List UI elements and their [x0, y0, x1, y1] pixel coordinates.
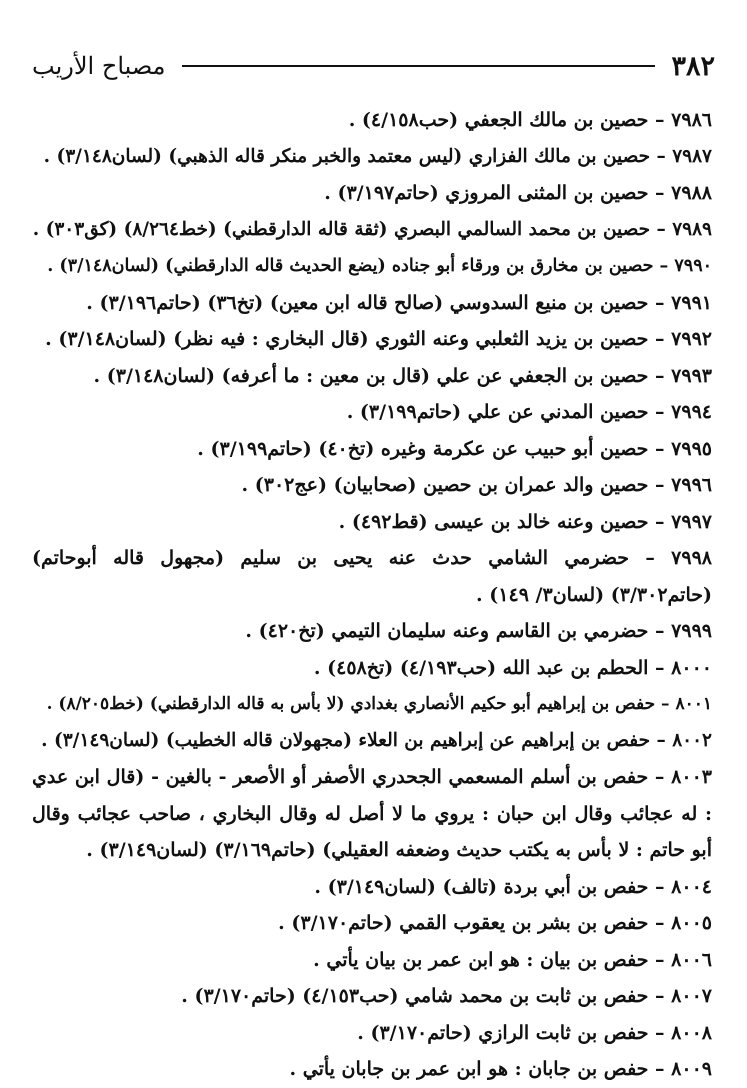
entry: ٧٩٩٥ – حصين أبو حبيب عن عكرمة وغيره (تخ٤٠) (حاتم٣/١٩٩) . — [197, 437, 712, 460]
entry-number: ٨٠٠٦ — [671, 948, 712, 971]
entry-text: حصين بن مالك الجعفي (حب٤/١٥٨) . — [348, 109, 649, 131]
entry: ٨٠٠٥ – حفص بن بشر بن يعقوب القمي (حاتم٣/١٧٠) . — [278, 912, 712, 934]
entry-number: ٨٠٠٥ — [671, 912, 712, 934]
entry-number: ٨٠٠٤ — [671, 875, 712, 898]
entry-text: حضرمي بن القاسم وعنه سليمان التيمي (تخ٤٢٠) . — [245, 620, 649, 642]
entry-number: ٧٩٩١ — [671, 291, 712, 314]
entry: ٧٩٩٢ – حصين بن يزيد الثعلبي وعنه الثوري (قال البخاري : فيه نظر) (لسان٣/١٤٨) . — [45, 328, 712, 350]
entry-text: حصين وعنه خالد بن عيسى (قط٤٩٢) . — [338, 510, 649, 533]
entry: ٧٩٩١ – حصين بن منيع السدوسي (صالح قاله ابن معين) (تخ٣٦) (حاتم٣/١٩٦) . — [86, 291, 712, 314]
entry: ٨٠٠٩ – حفص بن جابان : هو ابن عمر بن جابان يأتي . — [289, 1058, 712, 1080]
entry: ٧٩٩٣ – حصين بن الجعفي عن علي (قال بن معين : ما أعرفه) (لسان٣/١٤٨) . — [93, 364, 712, 387]
entry-number: ٧٩٨٦ — [671, 109, 712, 131]
entry-number: ٧٩٩٥ — [671, 437, 712, 460]
entry: ٧٩٩٩ – حضرمي بن القاسم وعنه سليمان التيمي (تخ٤٢٠) . — [245, 620, 712, 642]
entry-number: ٧٩٩٨ — [671, 547, 712, 569]
entry-number: ٧٩٨٩ — [672, 218, 712, 240]
entry: ٨٠٠٦ – حفص بن بيان : هو ابن عمر بن بيان يأتي . — [313, 948, 712, 971]
entry-text: حصين بن منيع السدوسي (صالح قاله ابن معين) (تخ٣٦) (حاتم٣/١٩٦) . — [86, 291, 649, 314]
entry: ٧٩٩٧ – حصين وعنه خالد بن عيسى (قط٤٩٢) . — [338, 510, 712, 533]
entry-number: ٧٩٨٧ — [672, 145, 712, 167]
entry-text: حصين بن يزيد الثعلبي وعنه الثوري (قال البخاري : فيه نظر) (لسان٣/١٤٨) . — [45, 328, 649, 350]
entry-text: الحطم بن عبد الله (حب٤/١٩٣) (تخ٤٥٨) . — [313, 656, 649, 679]
entry-number: ٨٠٠٢ — [672, 729, 712, 751]
entry-number: ٧٩٩٣ — [671, 364, 712, 387]
page-number: ٣٨٢ — [671, 50, 715, 82]
entry-text: حصين أبو حبيب عن عكرمة وغيره (تخ٤٠) (حاتم٣/١٩٩) . — [197, 437, 649, 460]
entry-text: حصين المدني عن علي (حاتم٣/١٩٩) . — [346, 401, 649, 423]
entry-text: حصين بن مالك الفزاري (ليس معتمد والخبر منكر قاله الذهبي) (لسان٣/١٤٨) . — [43, 145, 651, 167]
entry-text: حصين بن الجعفي عن علي (قال بن معين : ما أعرفه) (لسان٣/١٤٨) . — [93, 364, 649, 387]
entry: ٧٩٩٠ – حصين بن مخارق بن ورقاء أبو جناده (يضع الحديث قاله الدارقطني) (لسان٣/١٤٨) . — [47, 256, 712, 276]
entry-list — [32, 102, 712, 1088]
entry: ٧٩٨٦ – حصين بن مالك الجعفي (حب٤/١٥٨) . — [348, 109, 712, 131]
entry-number: ٧٩٩٢ — [671, 328, 712, 350]
entry-text: حفص بن جابان : هو ابن عمر بن جابان يأتي . — [289, 1058, 649, 1080]
page-header — [32, 46, 715, 86]
entry-text: حصين والد عمران بن حصين (صحابيان) (عج٣٠٢) . — [241, 474, 649, 496]
entry-number: ٨٠٠٠ — [671, 656, 712, 679]
entry-text: حفص بن إبراهيم أبو حكيم الأنصاري بغدادي (لا بأس به قاله الدارقطني) (خط٨/٢٠٥) . — [46, 694, 656, 714]
entry: ٧٩٩٦ – حصين والد عمران بن حصين (صحابيان) (عج٣٠٢) . — [241, 474, 712, 496]
entry-text: حفص بن بيان : هو ابن عمر بن بيان يأتي . — [313, 948, 649, 971]
entry: ٨٠٠٤ – حفص بن أبي بردة (تالف) (لسان٣/١٤٩) . — [314, 875, 712, 898]
entry-number: ٧٩٨٨ — [671, 182, 712, 204]
entry-number: ٨٠٠٣ — [671, 766, 712, 788]
entry-number: ٧٩٩٩ — [671, 620, 712, 642]
entry: ٧٩٨٨ – حصين بن المثنى المروزي (حاتم٣/١٩٧) . — [324, 182, 712, 204]
entry: ٨٠٠٠ – الحطم بن عبد الله (حب٤/١٩٣) (تخ٤٥٨) . — [313, 656, 712, 679]
entry: ٧٩٩٨ – حضرمي الشامي حدث عنه يحيى بن سليم (مجهول قاله أبوحاتم) (حاتم٣/٣٠٢) (لسان٣/ ١٤٩) . — [32, 547, 712, 606]
entry-number: ٨٠٠٧ — [671, 985, 712, 1007]
entry-text: حفص بن أسلم المسعمي الجحدري الأصفر أو الأصعر - بالغين - (قال ابن عدي : له عجائب وقال ابن حبان : يروي ما لا أصل له وقال البخاري ، صاحب عجائب وقال أبو حاتم : لا بأس به يكتب حديث وضعفه العقيلي) (حاتم٣/١٦٩) (لسان٣/١٤٩) . — [32, 766, 712, 861]
entry-text: حفص بن أبي بردة (تالف) (لسان٣/١٤٩) . — [314, 875, 649, 898]
entry-text: حضرمي الشامي حدث عنه يحيى بن سليم (مجهول قاله أبوحاتم) (حاتم٣/٣٠٢) (لسان٣/ ١٤٩) . — [32, 547, 712, 606]
entry-text: حفص بن إبراهيم عن إبراهيم بن العلاء (مجهولان قاله الخطيب) (لسان٣/١٤٩) . — [41, 729, 651, 751]
entry: ٧٩٩٤ – حصين المدني عن علي (حاتم٣/١٩٩) . — [346, 401, 712, 423]
entry-number: ٨٠٠١ — [675, 694, 712, 714]
entry-number: ٧٩٩٠ — [674, 256, 712, 276]
entry-number: ٨٠٠٨ — [671, 1021, 712, 1044]
entry-number: ٧٩٩٧ — [671, 510, 712, 533]
book-title: مصباح الأريب — [32, 52, 166, 80]
entry-number: ٧٩٩٦ — [671, 474, 712, 496]
entry-text: حصين بن محمد السالمي البصري (ثقة قاله الدارقطني) (خط٨/٢٦٤) (كق٣٠٣) . — [32, 218, 651, 240]
entry: ٨٠٠٢ – حفص بن إبراهيم عن إبراهيم بن العلاء (مجهولان قاله الخطيب) (لسان٣/١٤٩) . — [41, 729, 712, 751]
entry-text: حصين بن مخارق بن ورقاء أبو جناده (يضع الحديث قاله الدارقطني) (لسان٣/١٤٨) . — [47, 256, 654, 276]
entry: ٨٠٠٨ – حفص بن ثابت الرازي (حاتم٣/١٧٠) . — [357, 1021, 712, 1044]
entry-text: حصين بن المثنى المروزي (حاتم٣/١٩٧) . — [324, 182, 649, 204]
entry: ٧٩٨٩ – حصين بن محمد السالمي البصري (ثقة قاله الدارقطني) (خط٨/٢٦٤) (كق٣٠٣) . — [32, 218, 712, 240]
entry-text: حفص بن ثابت الرازي (حاتم٣/١٧٠) . — [357, 1021, 649, 1044]
entry: ٧٩٨٧ – حصين بن مالك الفزاري (ليس معتمد والخبر منكر قاله الذهبي) (لسان٣/١٤٨) . — [43, 145, 712, 167]
entry: ٨٠٠٣ – حفص بن أسلم المسعمي الجحدري الأصفر أو الأصعر - بالغين - (قال ابن عدي : له عجائب وقال ابن حبان : يروي ما لا أصل له وقال البخاري ، صاحب عجائب وقال أبو حاتم : لا بأس به يكتب حديث وضعفه العقيلي) (حاتم٣/١٦٩) (لسان٣/١٤٩) . — [32, 766, 712, 861]
entry-number: ٧٩٩٤ — [671, 401, 712, 423]
entry-text: حفص بن بشر بن يعقوب القمي (حاتم٣/١٧٠) . — [278, 912, 649, 934]
entry: ٨٠٠١ – حفص بن إبراهيم أبو حكيم الأنصاري بغدادي (لا بأس به قاله الدارقطني) (خط٨/٢٠٥) . — [46, 694, 712, 714]
entry-text: حفص بن ثابت بن محمد شامي (حب٤/١٥٣) (حاتم٣/١٧٠) . — [181, 985, 649, 1007]
entry: ٨٠٠٧ – حفص بن ثابت بن محمد شامي (حب٤/١٥٣) (حاتم٣/١٧٠) . — [181, 985, 712, 1007]
entry-number: ٨٠٠٩ — [671, 1058, 712, 1080]
header-rule — [182, 65, 656, 67]
